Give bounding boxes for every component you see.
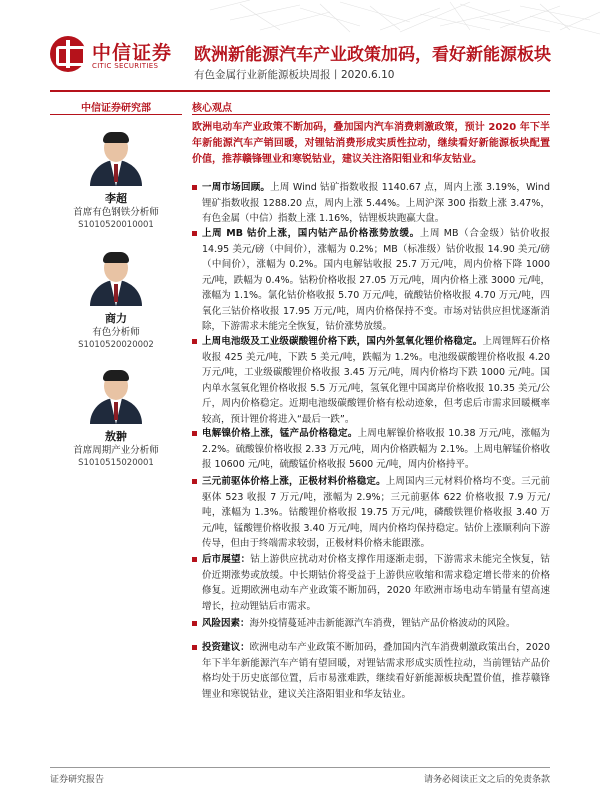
bullet-lithium	[192, 334, 550, 427]
bullet-square-icon	[192, 431, 197, 436]
bullet-text: 欧洲电动车产业政策不断加码，叠加国内汽车消费刺激政策出台，2020 年下半年新能源汽车产销有望回暖，对锂钴需求形成实质性拉动，当前锂钴产品价格均处于历史底部位置，后市易涨难跌，继续看好新能源板块配置价值，推荐赣锋锂业和寒锐钴业，建议关注洛阳钼业和华友钴业。	[202, 642, 550, 700]
left-section-divider	[50, 114, 182, 115]
analyst-name: 敖翀	[105, 430, 127, 443]
analyst-name: 李超	[105, 192, 127, 205]
footer-disclaimer: 请务必阅读正文之后的免责条款	[423, 775, 550, 785]
bullet-lead: 投资建议：	[202, 642, 250, 653]
analyst-title: 首席有色钢铁分析师	[73, 207, 159, 218]
citic-logo	[50, 36, 190, 76]
report-title: 欧洲新能源汽车产业政策加码，看好新能源板块	[194, 45, 551, 65]
analyst-license-id: S1010520010001	[78, 220, 154, 230]
bullet-text: 钴上游供应扰动对价格支撑作用逐渐走弱，下游需求未能完全恢复，钴价近期涨势或放缓。中长期钴价将受益于上游供应收缩和需求稳定增长带来的价格修复。近期欧洲电动车产业政策不断加码，2020 年欧洲市场电动车销量有望高速增长，拉动锂钴后市需求。	[202, 554, 550, 612]
bullet-nickel-manganese	[192, 426, 550, 473]
bullet-square-icon	[192, 557, 197, 562]
core-view-heading: 核心观点	[192, 103, 232, 114]
analyst-card	[50, 130, 182, 231]
report-subtitle: 有色金属行业新能源板块周报丨2020.6.10	[194, 69, 395, 81]
bullet-cathode	[192, 474, 550, 552]
bullet-text: 海外疫情蔓延冲击新能源汽车消费，锂钴产品价格波动的风险。	[249, 618, 516, 629]
bullet-square-icon	[192, 645, 197, 650]
research-dept-heading: 中信证券研究部	[81, 103, 151, 114]
analyst-card	[50, 368, 182, 469]
bullet-investment-advice	[192, 640, 550, 702]
bullet-text: 上周电解镍价格收报 10.38 万元/吨，涨幅为 2.2%。硫酸镍价格收报 2.33 万元/吨，周内价格跌幅为 2.1%。上周电解锰价格收报 10600 元/吨，硫酸锰价格收报 5600 元/吨，周内价格持平。	[202, 428, 550, 470]
bullet-lead: 上周 MB 钴价上涨，国内钴产品价格涨势放缓。	[202, 228, 420, 239]
bullet-text: 上周 MB（合金级）钴价收报 14.95 美元/磅（中间价），涨幅为 0.2%；MB（标准级）钴价收报 14.90 美元/磅（中间价），涨幅为 0.2%。国内电解钴收报 25.7 万元/吨，周内价格下降 1000 元/吨，跌幅为 0.4%。钴粉价格收报 27.05 万元/吨，周内价格上涨 3000 元/吨，涨幅为 1.1%。氯化钴价格收报 5.70 万元/吨，硫酸钴价格收报 4.70 万元/吨，四氧化三钴价格收报 17.95 万元/吨，周内价格保持不变。市场对钴供应担忧逐渐消除，下游需求未能完全恢复，钴价涨势放缓。	[202, 228, 550, 332]
bullet-lead: 电解镍价格上涨，锰产品价格稳定。	[202, 428, 358, 439]
analyst-name: 商力	[105, 312, 127, 325]
bullet-outlook	[192, 552, 550, 614]
header-divider	[50, 90, 550, 92]
bullet-market-review	[192, 180, 550, 227]
bullet-lead: 一周市场回顾。	[202, 182, 271, 193]
bullet-square-icon	[192, 231, 197, 236]
bullet-lead: 上周电池级及工业级碳酸锂价格下跌，国内外氢氧化锂价格稳定。	[202, 336, 483, 347]
analyst-license-id: S1010520020002	[78, 340, 154, 350]
bullet-square-icon	[192, 479, 197, 484]
bullet-lead: 三元前驱体价格上涨，正极材料价格稳定。	[202, 476, 386, 487]
analyst-photo	[86, 368, 146, 424]
right-section-divider	[192, 114, 550, 115]
bullet-lead: 后市展望：	[202, 554, 251, 565]
analyst-title: 有色分析师	[92, 327, 140, 338]
bullet-square-icon	[192, 621, 197, 626]
analyst-title: 首席周期产业分析师	[73, 445, 159, 456]
bullet-text: 上周国内三元材料价格均不变。三元前驱体 523 收报 7 万元/吨，涨幅为 2.9%；三元前驱体 622 价格收报 7.9 万元/吨，涨幅为 1.3%。钴酸锂价格收报 19.75 万元/吨，磷酸铁锂价格收报 3.40 万元/吨，锰酸锂价格收报 3.40 万元/吨，周内价格均保持稳定。钴价上涨顺利向下游传导，但由于终端需求较弱，正极材料价格未能跟涨。	[202, 476, 550, 549]
analyst-license-id: S1010515020001	[78, 458, 154, 468]
bullet-square-icon	[192, 185, 197, 190]
bullet-text: 上周锂辉石价格收报 425 美元/吨，下跌 5 美元/吨，跌幅为 1.2%。电池级碳酸锂价格收报 4.20 万元/吨，工业级碳酸锂价格收报 3.45 万元/吨，周内价格均下跌 1000 元/吨。国内单水氢氧化锂价格收报 5.5 万元/吨，氢氧化锂中国离岸价格收报 10.35 美元/公斤，周内价格稳定。近期电池级碳酸锂价格有松动迹象，但考虑后市需求回暖概率较高，预计锂价将进入“最后一跌”。	[202, 336, 550, 425]
bullet-risk	[192, 616, 550, 632]
logo-text-en: CITIC SECURITIES	[92, 62, 159, 70]
report-header	[0, 0, 600, 92]
bullet-cobalt	[192, 226, 550, 335]
core-view-summary: 欧洲电动车产业政策不断加码，叠加国内汽车消费刺激政策，预计 2020 年下半年新能源汽车产销回暖，对锂钴消费形成实质性拉动，继续看好新能源板块配置价值，推荐赣锋锂业和寒锐钴业，建议关注洛阳钼业和华友钴业。	[192, 122, 550, 165]
bullet-lead: 风险因素：	[202, 618, 250, 629]
footer-divider	[50, 767, 550, 768]
analyst-card	[50, 250, 182, 351]
analyst-photo	[86, 130, 146, 186]
citic-logo-mark	[50, 36, 86, 72]
analyst-photo	[86, 250, 146, 306]
bullet-square-icon	[192, 339, 197, 344]
logo-text-cn: 中信证券	[92, 42, 173, 64]
bullet-text: 上周 Wind 钴矿指数收报 1140.67 点，周内上涨 3.19%，Wind 锂矿指数收报 1288.20 点，周内上涨 5.44%。上周沪深 300 指数上涨 3.47%，有色金属（中信）指数上涨 1.16%，钴锂板块跑赢大盘。	[202, 182, 550, 224]
footer-report-type: 证券研究报告	[50, 775, 105, 785]
